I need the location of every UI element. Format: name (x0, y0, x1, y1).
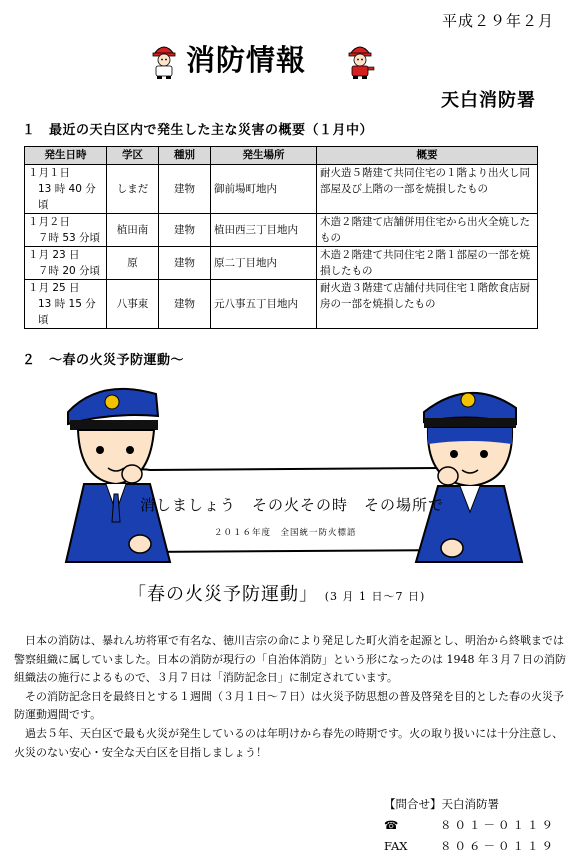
section1-heading: １ 最近の天白区内で発生した主な災害の概要（１月中） (22, 123, 374, 138)
issue-date: 平成２９年２月 (441, 12, 554, 30)
place-cell: 御前場町地内 (211, 165, 317, 214)
type-cell: 建物 (159, 247, 211, 280)
datetime-cell (25, 247, 107, 280)
summary-cell: 耐火造５階建て共同住宅の１階より出火し同部屋及び上階の一部を焼損したもの (317, 165, 538, 214)
type-cell: 建物 (159, 280, 211, 329)
date-text: １月 23 日 (28, 249, 80, 261)
table-row (25, 214, 538, 247)
body-paragraph: 過去５年、天白区で最も火災が発生しているのは年明けから春先の時期です。火の取り扱いには十分注意し、火災のない安心・安全な天白区を目指しましょう！ (14, 726, 564, 759)
table-row (25, 280, 538, 329)
table-row (25, 247, 538, 280)
datetime-cell (25, 214, 107, 247)
body-paragraph: その消防記念日を最終日とする１週間（３月１日～７日）は火災予防思想の普及啓発を目的とした春の火災予防運動週間です。 (14, 689, 564, 722)
contact-name: 天白消防署 (441, 797, 499, 811)
disaster-table (24, 146, 538, 329)
slogan-subtitle: ２０１６年度 全国統一防火標語 (214, 528, 357, 538)
datetime-cell (25, 280, 107, 329)
contact-block (384, 794, 556, 857)
district-cell: 原 (107, 247, 159, 280)
datetime-cell (25, 165, 107, 214)
body-paragraph: 日本の消防は、暴れん坊将軍で有名な、徳川吉宗の命により発足した町火消を起源とし、明治から終戦までは警察組織に属していました。日本の消防が現行の「自治体消防」という形になったのは 1948 年３月７日の消防組織法の施行によるもので、３月７日は「消防記念日」に制定されています。 (14, 634, 566, 685)
campaign-title-text: 「春の火災予防運動」 (128, 584, 318, 605)
time-text: 13 時 40 分頃 (38, 183, 96, 211)
column-header-summary: 概要 (317, 147, 538, 165)
fire-prevention-slogan: 消しましょう その火その時 その場所で (140, 496, 445, 514)
type-cell: 建物 (159, 214, 211, 247)
fax-number: ８０６－０１１９ (440, 839, 556, 853)
page-title: 消防情報 (186, 43, 307, 77)
contact-label: 【問合せ】 (384, 797, 442, 811)
time-text: 13 時 15 分頃 (38, 298, 96, 326)
district-cell: しまだ (107, 165, 159, 214)
firefighter-mascot-right-icon (346, 40, 376, 80)
column-header-place: 発生場所 (211, 147, 317, 165)
summary-cell: 木造２階建て店舗併用住宅から出火全焼したもの (317, 214, 538, 247)
table-header-row (25, 147, 538, 165)
date-text: １月１日 (28, 167, 70, 179)
officers-banner-illustration (60, 372, 530, 572)
type-cell: 建物 (159, 165, 211, 214)
time-text: ７時 53 分頃 (38, 232, 101, 244)
firefighter-mascot-left-icon (150, 40, 178, 80)
phone-icon: ☎ (384, 818, 399, 832)
place-cell: 元八事五丁目地内 (211, 280, 317, 329)
campaign-body (14, 632, 570, 762)
district-cell: 植田南 (107, 214, 159, 247)
campaign-dates: (3 月 1 日～7 日) (324, 590, 426, 603)
column-header-district: 学区 (107, 147, 159, 165)
summary-cell: 木造２階建て共同住宅２階１部屋の一部を焼損したもの (317, 247, 538, 280)
phone-number: ８０１－０１１９ (440, 818, 556, 832)
place-cell: 植田西三丁目地内 (211, 214, 317, 247)
date-text: １月 25 日 (28, 282, 80, 294)
column-header-type: 種別 (159, 147, 211, 165)
fire-station-name: 天白消防署 (441, 90, 536, 111)
date-text: １月２日 (28, 216, 70, 228)
place-cell: 原二丁目地内 (211, 247, 317, 280)
campaign-title (128, 580, 425, 606)
district-cell: 八事東 (107, 280, 159, 329)
summary-cell: 耐火造３階建て店舗付共同住宅１階飲食店厨房の一部を焼損したもの (317, 280, 538, 329)
time-text: ７時 20 分頃 (38, 265, 101, 277)
column-header-datetime: 発生日時 (25, 147, 107, 165)
table-row (25, 165, 538, 214)
section2-heading: ２ ～春の火災予防運動～ (22, 353, 185, 368)
fax-label: FAX (384, 839, 408, 853)
